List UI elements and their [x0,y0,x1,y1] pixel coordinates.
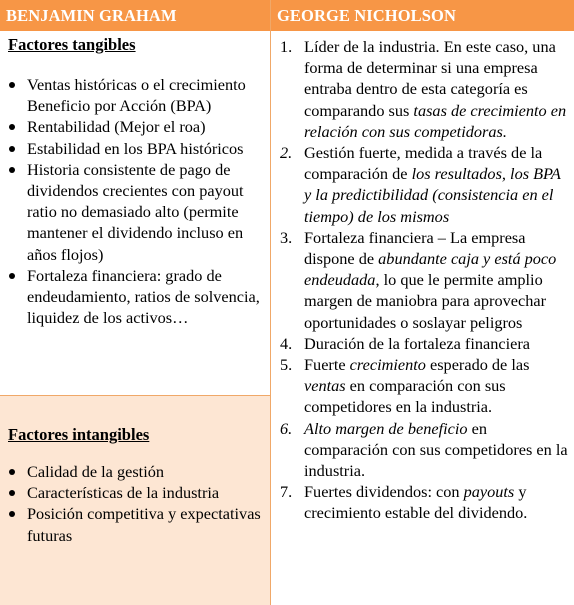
intangible-list [0,461,270,546]
item-text: Líder de la industria. En este caso, una forma de determinar si una empresa entraba dentro de esta categoría es comparando sus [304,37,556,120]
item-text: en comparación con sus competidores en la industria. [304,376,506,417]
list-item [271,333,574,354]
list-item: Fortaleza financiera: grado de endeudamiento, ratios de solvencia, liquidez de los activos… [0,265,270,329]
graham-header: BENJAMIN GRAHAM [0,0,270,31]
list-item: Estabilidad en los BPA históricos [0,138,270,159]
list-item: Historia consistente de pago de dividendos crecientes con payout ratio no demasiado alto (permite mantener el dividendo incluso en años flojos) [0,159,270,265]
item-text: Fuerte [304,355,350,375]
list-item: Características de la industria [0,482,270,503]
nicholson-column [271,0,574,524]
item-number: 5. [280,355,293,375]
nicholson-header: GEORGE NICHOLSON [271,0,574,31]
item-text: Fortaleza financiera – La empresa dispone de [304,227,526,269]
item-number: 4. [280,333,293,353]
item-text: Fuertes dividendos: con [304,482,464,502]
list-item [271,227,574,333]
item-text: abundante caja y está poco endeudada [304,249,557,290]
item-text: los resultados, los BPA y la predictibilidad (consistencia en el tiempo) de los mismos [304,164,561,226]
item-text: esperado de las [425,355,530,375]
item-text: tasas de crecimiento en relación con sus competidoras. [304,100,567,141]
item-number: 6. [280,418,293,438]
list-item: Calidad de la gestión [0,461,270,482]
list-item [271,481,574,523]
item-text: Duración de la fortaleza financiera [304,333,530,353]
item-text: y crecimiento estable del dividendo. [304,482,528,523]
list-item [271,142,574,227]
item-number: 7. [280,482,293,502]
item-text: Gestión fuerte, medida a través de la comparación de [304,143,543,184]
intangible-section [0,396,270,605]
intangible-title: Factores intangibles [8,425,150,444]
list-item [271,418,574,482]
item-text: ventas [304,376,346,396]
item-text: crecimiento [349,355,426,375]
list-item: Posición competitiva y expectativas futuras [0,503,270,545]
tangible-section [0,31,270,395]
list-item: Rentabilidad (Mejor el roa) [0,116,270,137]
tangible-title: Factores tangibles [8,35,136,54]
item-text: payouts [463,482,515,502]
item-number: 3. [280,227,293,247]
item-number: 2. [280,143,293,163]
item-text: en comparación con sus competidores en la industria. [304,418,568,481]
nicholson-list [271,31,574,524]
list-item [271,354,574,418]
item-text: Alto margen de beneficio [304,418,468,438]
list-item: Ventas históricas o el crecimiento Beneficio por Acción (BPA) [0,74,270,116]
item-number: 1. [280,37,293,56]
tangible-list [0,74,270,328]
item-text: , lo que le permite amplio margen de maniobra para aprovechar oportunidades o soslayar peligros [304,270,546,332]
list-item [271,36,574,142]
graham-column [0,0,270,545]
